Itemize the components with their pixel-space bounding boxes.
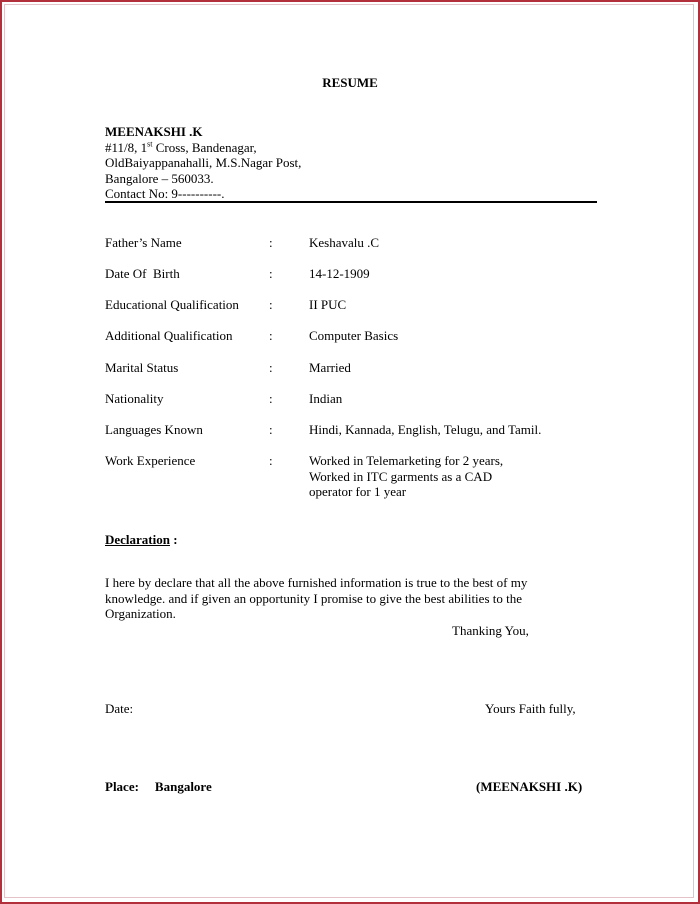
candidate-name: MEENAKSHI .K xyxy=(105,124,203,139)
detail-label: Marital Status xyxy=(105,360,179,375)
address-line-1 xyxy=(105,140,301,156)
detail-colon: : xyxy=(269,235,273,250)
detail-colon: : xyxy=(269,297,273,312)
detail-row-work-experience xyxy=(105,453,605,501)
date-label: Date: xyxy=(105,701,134,716)
detail-value: Married xyxy=(309,360,351,375)
detail-row-educational-qualification xyxy=(105,297,605,313)
detail-label: Work Experience xyxy=(105,453,196,468)
declaration-line: Organization. xyxy=(105,606,176,621)
declaration-line: knowledge. and if given an opportunity I promise to give the best abilities to the xyxy=(105,590,522,606)
place-value: Bangalore xyxy=(154,779,212,794)
header-divider xyxy=(105,201,597,203)
address-block xyxy=(105,124,301,202)
resume-title: RESUME xyxy=(322,75,378,90)
detail-value: Indian xyxy=(309,391,343,406)
detail-value-multiline xyxy=(309,453,503,500)
detail-label: Nationality xyxy=(105,391,164,406)
detail-value: Hindi, Kannada, English, Telugu, and Tamil. xyxy=(309,422,542,437)
contact-number: Contact No: 9----------. xyxy=(105,186,225,201)
place-label: Place: xyxy=(105,779,139,794)
declaration-heading xyxy=(105,532,178,548)
detail-label: Father’s Name xyxy=(105,235,182,250)
detail-value: 14-12-1909 xyxy=(309,266,370,281)
work-experience-line: operator for 1 year xyxy=(309,484,407,499)
detail-colon: : xyxy=(269,391,273,406)
thanking-you: Thanking You, xyxy=(452,623,529,638)
detail-colon: : xyxy=(269,453,273,468)
detail-label: Additional Qualification xyxy=(105,328,233,343)
place-line xyxy=(105,779,212,795)
detail-row-fathers-name xyxy=(105,235,605,251)
detail-label: Date Of Birth xyxy=(105,266,180,281)
detail-value: Computer Basics xyxy=(309,328,399,343)
declaration-heading-text: Declaration xyxy=(105,532,170,547)
address-line-1-suffix: Cross, Bandenagar, xyxy=(152,139,257,155)
declaration-line: I here by declare that all the above furnished information is true to the best of my xyxy=(105,575,528,590)
detail-colon: : xyxy=(269,360,273,375)
address-line-3: Bangalore – 560033. xyxy=(105,170,214,186)
detail-label: Educational Qualification xyxy=(105,297,239,312)
detail-row-date-of-birth xyxy=(105,266,605,282)
address-line-2: OldBaiyappanahalli, M.S.Nagar Post, xyxy=(105,155,302,170)
detail-value: Keshavalu .C xyxy=(309,235,380,250)
detail-value: II PUC xyxy=(309,297,347,312)
detail-row-nationality xyxy=(105,391,605,407)
detail-colon: : xyxy=(269,328,273,343)
detail-label: Languages Known xyxy=(105,422,203,437)
signature-name: (MEENAKSHI .K) xyxy=(476,779,583,794)
declaration-text xyxy=(105,575,575,622)
closing-text: Yours Faith fully, xyxy=(485,701,576,716)
detail-colon: : xyxy=(269,422,273,437)
address-line-1-sup: st xyxy=(147,139,153,149)
address-line-1-prefix: #11/8, 1 xyxy=(105,139,148,155)
detail-row-additional-qualification xyxy=(105,328,605,344)
work-experience-line: Worked in Telemarketing for 2 years, xyxy=(309,453,504,468)
detail-colon: : xyxy=(269,266,273,281)
declaration-heading-colon: : xyxy=(169,532,178,547)
detail-row-languages-known xyxy=(105,422,605,438)
detail-row-marital-status xyxy=(105,360,605,376)
work-experience-line: Worked in ITC garments as a CAD xyxy=(309,468,493,484)
